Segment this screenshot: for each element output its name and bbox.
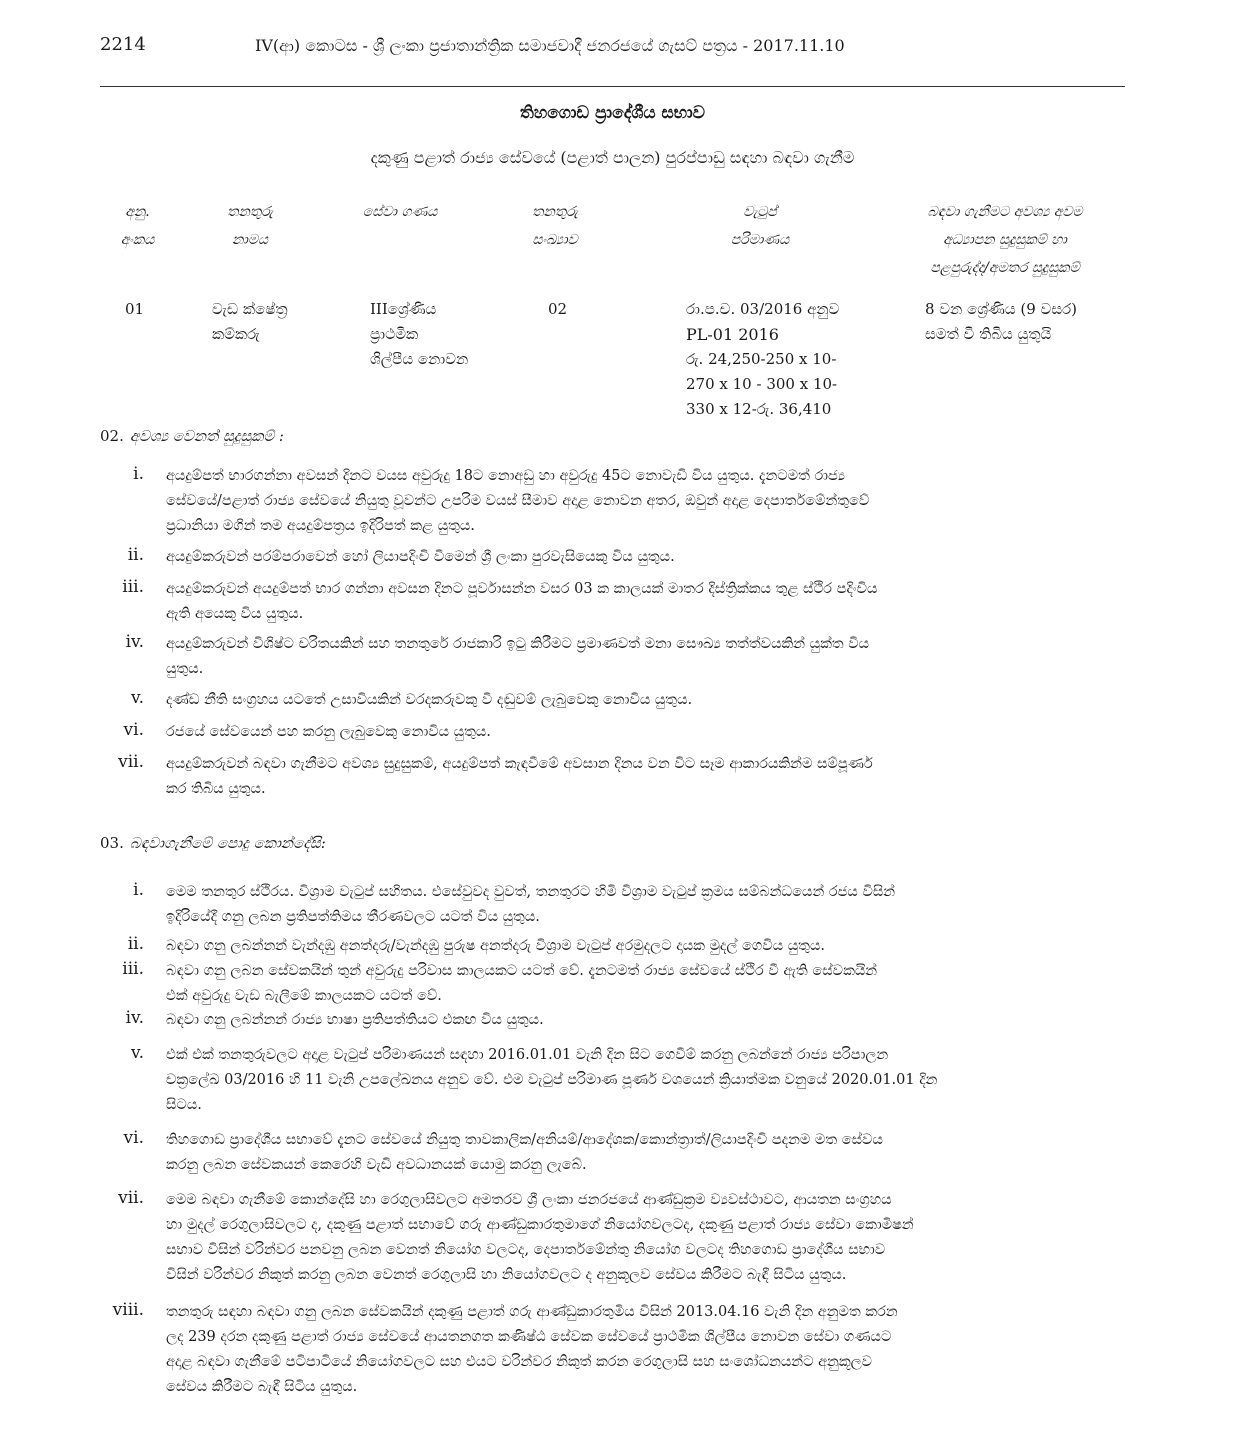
text-line: යුතුය. <box>166 661 204 677</box>
list-item-text <box>166 632 1126 682</box>
section-02-heading <box>100 427 284 445</box>
cell-line: 8 වන ශ්‍රේණිය (9 වසර) <box>925 300 1078 318</box>
header-line: තනතුරු <box>532 204 578 220</box>
text-line: රජයේ සේවයෙන් පහ කරනු ලැබුවෙකු නොවිය යුතුය. <box>166 724 491 740</box>
list-item-number: vii. <box>118 752 144 772</box>
text-line: චක්‍රලේඛ 03/2016 හි 11 වැනි උපලේඛනය අනුව වේ. එම වැටුප් පරිමාණ පූර්ණ වශයෙන් ක්‍රියාත්මක වනුයේ 2020.01.01 දින <box>166 1072 938 1088</box>
text-line: බඳවා ගනු ලබන්නන් වැන්දඹු අනත්දරු/වැන්දඹු පුරුෂ අනත්දරු විශ්‍රාම වැටුප් අරමුදලට දායක මුදල් ගෙවිය යුතුය. <box>166 938 825 954</box>
list-item-number: i. <box>133 880 144 900</box>
text-line: සභාව විසින් වරින්වර පනවනු ලබන වෙනත් නියෝග වලටද, දෙපාර්තමේන්තු නියෝග වලටද තිහගොඩ ප්‍රාදේශීය සභාව <box>166 1242 886 1258</box>
list-item-text <box>166 545 1126 570</box>
column-header-qualification <box>880 198 1130 282</box>
text-line: සිටය. <box>166 1097 202 1113</box>
cell-line: ප්‍රාථමික <box>370 325 419 343</box>
list-item-number: i. <box>133 464 144 484</box>
header-line: අනු. <box>125 204 150 220</box>
text-line: තනතුරු සඳහා බඳවා ගනු ලබන සේවකයින් දකුණු පළාත් ගරු ආණ්ඩුකාරතුමිය විසින් 2013.04.16 වැනි දින අනුමත කරන <box>166 1304 898 1320</box>
cell-line: රු. 24,250-250 x 10- <box>686 350 837 368</box>
header-line: අංකය <box>120 232 155 248</box>
header-line: සේවා ගණය <box>362 204 438 220</box>
document-title: තිහගොඩ ප්‍රාදේශීය සභාව <box>520 103 705 123</box>
list-item-number: v. <box>131 688 144 708</box>
section-number: 03. <box>100 834 124 852</box>
section-number: 02. <box>100 427 124 445</box>
list-item-text <box>166 1188 1126 1288</box>
text-line: අයදුම්කරුවන් විශිෂ්ට චරිතයකින් සහ තනතුරේ රාජකාරි ඉටු කිරීමට ප්‍රමාණවත් මනා සෞඛ්‍ය තත්ත්වයකින් යුක්ත විය <box>166 636 870 652</box>
text-line: කරනු ලබන සේවකයන් කෙරෙහි වැඩි අවධානයක් යොමු කරනු ලැබේ. <box>166 1157 587 1173</box>
cell-line: 330 x 12-රු. 36,410 <box>686 400 832 418</box>
header-line: අධ්‍යාපන සුදුසුකම් හා <box>943 232 1067 248</box>
cell-line: IIIශ්‍රේණිය <box>370 300 437 318</box>
list-item-number: vii. <box>118 1188 144 1208</box>
text-line: ඉදිරියේදී ගනු ලබන ප්‍රතිපත්තිමය තීරණවලට යටත් විය යුතුය. <box>166 909 540 925</box>
header-line: පළපුරුද්ද/අමතර සුදුසුකම් <box>930 260 1080 276</box>
list-item-number: iii. <box>122 959 144 979</box>
text-line: ලද 239 දරන දකුණු පළාත් රාජ්‍ය සේවයේ ආයතනගත කණිෂ්ඨ සේවක සේවයේ ප්‍රාථමික ශිල්පීය නොවන සේවා ගණයට <box>166 1329 892 1345</box>
text-line: එක් එක් තනතුරුවලට අදාළ වැටුප් පරිමාණයන් සඳහා 2016.01.01 වැනි දින සිට ගෙවීම් කරනු ලබන්නේ රාජ්‍ය පරිපාලන <box>166 1047 889 1063</box>
list-item-text <box>166 577 1126 627</box>
text-line: ප්‍රධානියා මගින් තම අයදුම්පත්‍රය ඉදිරිපත් කළ යුතුය. <box>166 518 475 534</box>
list-item-text <box>166 1300 1126 1400</box>
text-line: සේවයේ/පළාත් රාජ්‍ය සේවයේ නියුතු වූවන්ට උපරිම වයස් සීමාව අදාළ නොවන අතර, ඔවුන් අදාළ දෙපාර්තමේන්තුවේ <box>166 493 870 509</box>
header-line: නාමය <box>231 232 269 248</box>
header-line: පරිමාණය <box>730 232 790 248</box>
text-line: සේවය කිරීමට බැඳී සිටිය යුතුය. <box>166 1379 358 1395</box>
text-line: අදාළ බඳවා ගැනීමේ පටිපාටියේ නියෝගවලට සහ එයට වරින්වර නිකුත් කරන රෙගුලාසි සහ සංශෝධනයන්ට අනුකූලව <box>166 1354 873 1370</box>
text-line: මෙම බඳවා ගැනීමේ කොන්දේසි හා රෙගුලාසිවලට අමතරව ශ්‍රී ලංකා ජනරජයේ ආණ්ඩුක්‍රම ව්‍යවස්ථාවට, ආයතන සංග්‍රහය <box>166 1192 892 1208</box>
text-line: අයදුම්පත් භාරගන්නා අවසන් දිනට වයස අවුරුදු 18ට නොඅඩු හා අවුරුදු 45ට නොවැඩි විය යුතුය. දැනටමත් රාජ්‍ය <box>166 468 846 484</box>
text-line: විසින් වරින්වර නිකුත් කරනු ලබන වෙනත් රෙගුලාසි හා නියෝගවලට ද අනුකූලව සේවය කිරීමට බැඳී සිටිය යුතුය. <box>166 1267 847 1283</box>
list-item-text <box>166 934 1126 959</box>
cell-line: PL-01 2016 <box>686 325 779 344</box>
list-item-text <box>166 1043 1126 1118</box>
column-header-salary <box>680 198 840 254</box>
list-item-text <box>166 880 1126 930</box>
cell-post <box>212 297 288 347</box>
cell-service <box>370 297 468 372</box>
text-line: තිහගොඩ ප්‍රාදේශීය සභාවේ දැනට සේවයේ නියුතු තාවකාලික/අනියම්/ආදේශක/කොන්ත්‍රාත්/ලියාපදිංචි පදනම මත සේවය <box>166 1132 883 1148</box>
cell-line: රා.ප.ච. 03/2016 අනුව <box>686 300 840 318</box>
header-rule <box>100 86 1125 87</box>
cell-line: කම්කරු <box>212 325 260 343</box>
section-label: අවශ්‍ය වෙනත් සුදුසුකම් : <box>129 427 284 445</box>
header-line: බඳවා ගැනීමට අවශ්‍ය අවම <box>927 204 1083 220</box>
section-label: බඳවාගැනීමේ පොදු කොන්දේසි: <box>129 834 326 852</box>
cell-line: වැඩ ක්ෂේත්‍ර <box>212 300 288 318</box>
text-line: ඇති අයෙකු විය යුතුය. <box>166 606 304 622</box>
list-item-number: v. <box>131 1043 144 1063</box>
list-item-text <box>166 1128 1126 1178</box>
running-title: IV(ආ) කොටස - ශ්‍රී ලංකා ප්‍රජාතාන්ත්‍රික සමාජවාදී ජනරජයේ ගැසට් පත්‍රය - 2017.11.10 <box>255 36 845 55</box>
cell-salary <box>686 297 839 422</box>
document-subtitle: දකුණු පළාත් රාජ්‍ය සේවයේ (පළාත් පාලන) පුරප්පාඩු සඳහා බඳවා ගැනීම <box>370 148 855 167</box>
text-line: අයදුම්කරුවන් පරම්පරාවෙන් හෝ ලියාපදිංචි වීමෙන් ශ්‍රී ලංකා පුරවැසියෙකු විය යුතුය. <box>166 549 675 565</box>
list-item-number: vi. <box>123 1128 144 1148</box>
list-item-text <box>166 720 1126 745</box>
cell-line: සමත් වී තිබිය යුතුයි <box>925 325 1052 343</box>
page-number: 2214 <box>100 34 146 55</box>
text-line: මෙම තනතුර ස්ථිරය. විශ්‍රාම වැටුප් සහිතය. එසේවුවද වුවත්, තනතුරට හිමි විශ්‍රාම වැටුප් ක්‍රමය සම්බන්ධයෙන් රජය විසින් <box>166 884 896 900</box>
cell-count: 02 <box>548 300 568 318</box>
text-line: බඳවා ගනු ලබන සේවකයින් තුන් අවුරුදු පරිවාස කාලයකට යටත් වේ. දැනටමත් රාජ්‍ය සේවයේ ස්ථිර වී ඇති සේවකයින් <box>166 963 878 979</box>
text-line: දණ්ඩ නීති සංග්‍රහය යටතේ උසාවියකින් වරදකරුවකු වී දඬුවම් ලැබුවෙකු නොවිය යුතුය. <box>166 692 693 708</box>
cell-line: ශිල්පීය නොවන <box>370 350 469 368</box>
text-line: අයදුම්කරුවන් අයදුම්පත් භාර ගන්නා අවසන දිනට පූර්වාසන්න වසර 03 ක කාලයක් මාතර දිස්ත්‍රික්කය තුළ ස්ථිර පදිංචිය <box>166 581 878 597</box>
list-item-text <box>166 688 1126 713</box>
text-line: හා මුදල් රෙගුලාසිවලට ද, දකුණු පළාත් සභාවේ ගරු ආණ්ඩුකාරතුමාගේ නියෝගවලටද, දකුණු පළාත් රාජ්‍ය සේවා කොමිෂන් <box>166 1217 914 1233</box>
list-item-number: viii. <box>112 1300 144 1320</box>
text-line: කර තිබිය යුතුය. <box>166 781 266 797</box>
list-item-text <box>166 752 1126 802</box>
list-item-text <box>166 464 1126 539</box>
column-header-post <box>195 198 305 254</box>
cell-serial: 01 <box>125 300 145 318</box>
section-03-heading <box>100 834 326 852</box>
page-header <box>100 30 1125 60</box>
header-line: සංඛ්‍යාව <box>532 232 578 248</box>
column-header-service <box>330 198 470 226</box>
cell-qualification <box>925 297 1077 347</box>
list-item-text <box>166 1008 1126 1033</box>
header-line: තනතුරු <box>227 204 273 220</box>
text-line: බඳවා ගනු ලබන්නන් රාජ්‍ය භාෂා ප්‍රතිපත්තියට එකඟ විය යුතුය. <box>166 1012 544 1028</box>
list-item-number: iv. <box>125 632 144 652</box>
list-item-text <box>166 959 1126 1009</box>
column-header-serial <box>100 198 175 254</box>
list-item-number: vi. <box>123 720 144 740</box>
text-line: අයදුම්කරුවන් බඳවා ගැනීමට අවශ්‍ය සුදුසුකම්, අයදුම්පත් කැඳවීමේ අවසාන දිනය වන විට සෑම ආකාරයකින්ම සම්පූර්ණ <box>166 756 873 772</box>
list-item-number: iii. <box>122 577 144 597</box>
list-item-number: ii. <box>127 934 144 954</box>
cell-line: 270 x 10 - 300 x 10- <box>686 375 838 393</box>
column-header-count <box>500 198 610 254</box>
text-line: එක් අවුරුදු වැඩ බැලීමේ කාලයකට යටත් වේ. <box>166 988 442 1004</box>
list-item-number: iv. <box>125 1008 144 1028</box>
list-item-number: ii. <box>127 545 144 565</box>
header-line: වැටුප් <box>743 204 777 220</box>
